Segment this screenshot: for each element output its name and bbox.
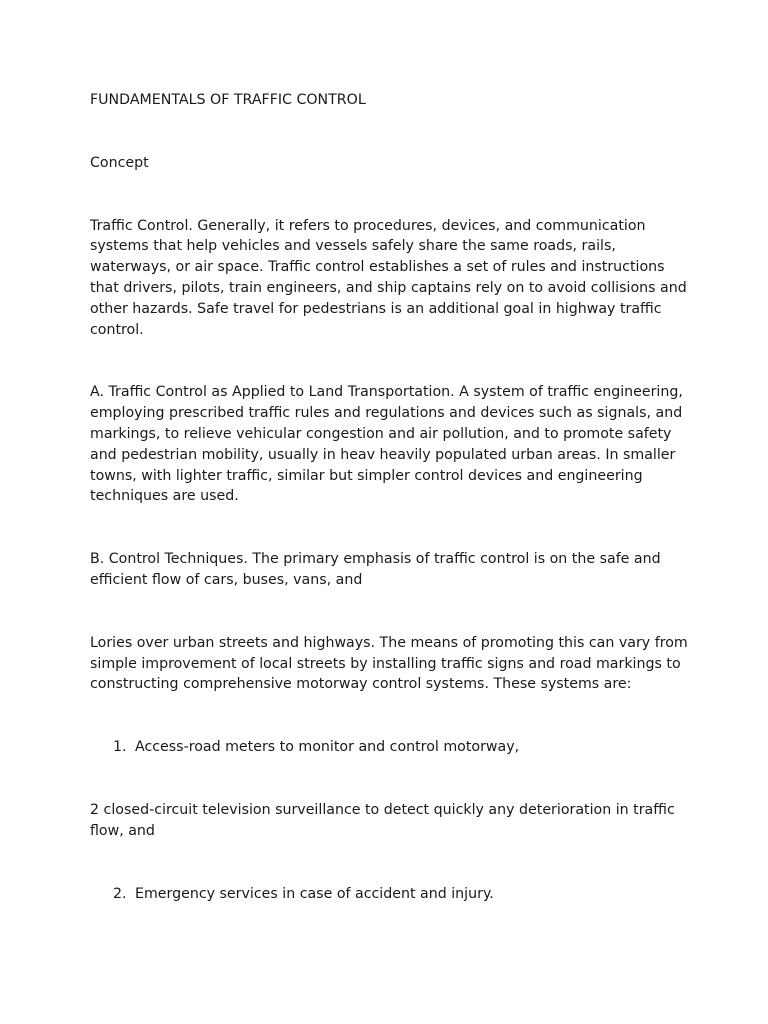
list-number: 1.	[113, 739, 127, 756]
paragraph-land-transportation: A. Traffic Control as Applied to Land Transportation. A system of traffic engineering, employing prescribed traffic rules and regulations and devices such as signals, and markings, to relieve vehicular congestion and air pollution, and to promote safety and pedestrian mobility, usually in heav heavily populated urban areas. In smaller towns, with lighter traffic, similar but simpler control devices and engineering techniques are used.	[90, 384, 683, 505]
paragraph-control-techniques: B. Control Techniques. The primary emphasis of traffic control is on the safe and efficient flow of cars, buses, vans, and	[90, 551, 661, 588]
list-item-emergency	[90, 884, 690, 905]
list-text: Emergency services in case of accident and injury.	[135, 885, 494, 902]
document-page	[90, 90, 690, 946]
section-heading: Concept	[90, 154, 149, 171]
document-title: FUNDAMENTALS OF TRAFFIC CONTROL	[90, 92, 366, 108]
paragraph-lories: Lories over urban streets and highways. The means of promoting this can vary from simple improvement of local streets by installing traffic signs and road markings to constructing comprehensive motorway control systems. These systems are:	[90, 634, 688, 693]
paragraph-cctv: 2 closed-circuit television surveillance to detect quickly any deterioration in traffic flow, and	[90, 801, 675, 839]
list-number: 2.	[113, 885, 127, 902]
list-item-access-road	[90, 737, 690, 758]
list-text: Access-road meters to monitor and control motorway,	[135, 739, 520, 756]
paragraph-traffic-control: Traffic Control. Generally, it refers to procedures, devices, and communication systems that help vehicles and vessels safely share the same roads, rails, waterways, or air space. Traffic control establishes a set of rules and instructions that drivers, pilots, train engineers, and ship captains rely on to avoid collisions and other hazards. Safe travel for pedestrians is an additional goal in highway traffic control.	[90, 217, 687, 338]
